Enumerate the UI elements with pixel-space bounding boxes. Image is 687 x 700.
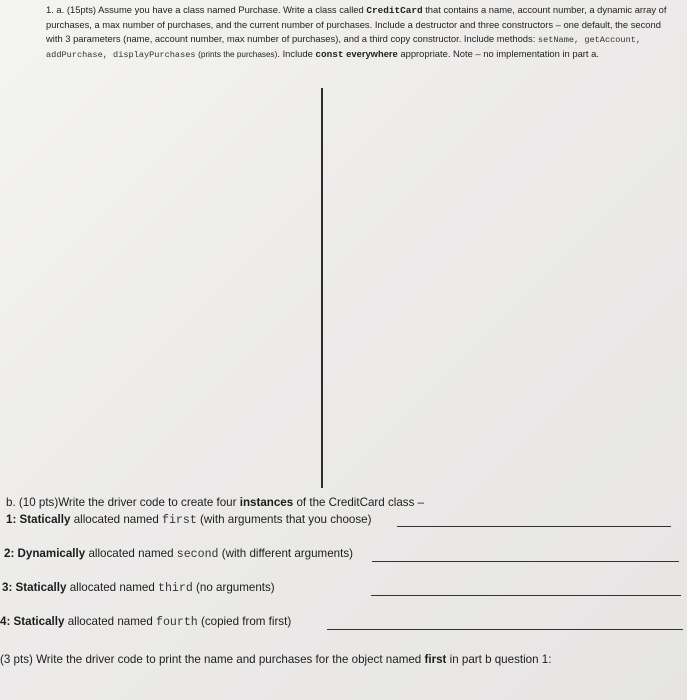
q1-text-1: Assume you have a class named Purchase. Write a class called	[98, 4, 364, 15]
item-2-args: (with different arguments)	[221, 547, 353, 560]
q1-text-2: that contains a name, account number, a dynamic array of purchases, a max number of purchases, and the current number of purchases. Include a destructor and three constructors – one default, the second with 3 parameters (name, account number, max number of purchases), and a third copy constructor. Include methods:	[46, 4, 667, 45]
item-1	[6, 513, 371, 527]
item-3-mid: allocated named	[69, 581, 155, 594]
q1-const-word: const	[315, 49, 344, 61]
q1-number: 1. a.	[46, 4, 65, 15]
q1-class-name: CreditCard	[366, 5, 423, 16]
item-1-answer-blank[interactable]	[397, 526, 671, 527]
item-3-var: third	[158, 582, 193, 595]
q1-const-text: everywhere	[346, 48, 398, 60]
item-4-mid: allocated named	[67, 615, 153, 628]
item-4-var: fourth	[156, 616, 198, 629]
item-3	[2, 581, 275, 595]
q1b-prefix: b. (10 pts)Write the driver code to create four	[6, 496, 237, 509]
item-2-lead: 2: Dynamically	[4, 547, 86, 560]
item-2-answer-blank[interactable]	[372, 561, 679, 562]
item-4	[0, 615, 291, 629]
item-2-var: second	[176, 548, 219, 561]
item-2	[4, 547, 353, 561]
q1b-bold: instances	[239, 496, 294, 509]
q1-text-3: . Include	[277, 48, 313, 60]
question-1a	[46, 3, 676, 62]
q1-text-4: appropriate. Note – no implementation in part a.	[400, 48, 599, 60]
item-4-answer-blank[interactable]	[327, 629, 683, 630]
question-1b	[6, 496, 424, 509]
item-1-args: (with arguments that you choose)	[200, 513, 372, 526]
q-last-bold: first	[424, 653, 447, 666]
item-1-lead: 1: Statically	[6, 513, 71, 526]
q-last-prefix: (3 pts) Write the driver code to print the name and purchases for the object named	[0, 653, 422, 666]
vertical-divider-line	[321, 88, 323, 488]
item-3-answer-blank[interactable]	[371, 595, 681, 596]
item-3-args: (no arguments)	[196, 581, 275, 594]
q1-methods: setName, getAccount, addPurchase, displayPurchases	[46, 35, 642, 61]
q1-methods-note: (prints the purchases)	[198, 50, 278, 60]
q1-points: (15pts)	[66, 4, 97, 15]
q1b-suffix: of the CreditCard class –	[296, 496, 425, 509]
item-4-lead: 4: Statically	[0, 615, 65, 628]
item-3-lead: 3: Statically	[2, 581, 67, 594]
item-4-args: (copied from first)	[201, 615, 292, 628]
item-1-var: first	[162, 514, 197, 527]
question-last	[0, 653, 551, 666]
q-last-suffix: in part b question 1:	[449, 653, 552, 666]
item-1-mid: allocated named	[73, 513, 159, 526]
item-2-mid: allocated named	[88, 547, 174, 560]
